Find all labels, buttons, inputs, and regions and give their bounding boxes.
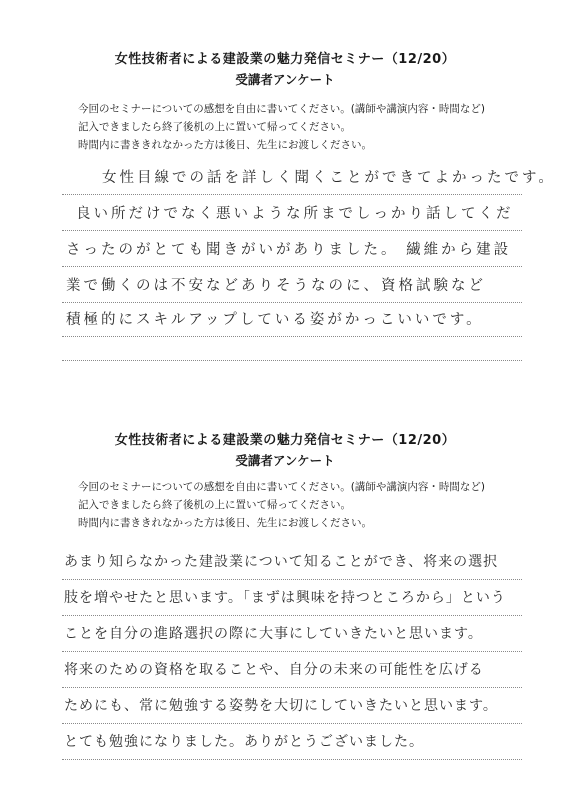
ruled-line [62,723,522,724]
handwritten-line: あまり知らなかった建設業について知ることができ、将来の選択 [64,554,499,570]
handwritten-line: 良い所だけでなく悪いような所までしっかり話してくだ [76,206,514,222]
form-subtitle: 受講者アンケート [235,72,335,87]
handwritten-line: 業で働くのは不安などありそうなのに、資格試験など [66,278,486,294]
handwritten-line: ためにも、常に勉強する姿勢を大切にしていきたいと思います。 [64,698,498,714]
instruction-line: 今回のセミナーについての感想を自由に書いてください。(講師や講演内容・時間など) [78,481,485,493]
form-subtitle: 受講者アンケート [235,453,335,468]
ruled-line [62,687,522,688]
handwritten-line: さったのがとても聞きがいがありました。 繊維から建設 [66,242,512,258]
ruled-line [62,759,522,760]
form-title: 女性技術者による建設業の魅力発信セミナー（12/20） [114,433,456,448]
handwritten-line: ことを自分の進路選択の際に大事にしていきたいと思います。 [64,626,483,642]
ruled-line [62,651,522,652]
ruled-line [62,360,522,361]
ruled-line [62,579,522,580]
instruction-line: 今回のセミナーについての感想を自由に書いてください。(講師や講演内容・時間など) [78,103,485,115]
ruled-line [62,302,522,303]
survey-form-bottom [0,403,570,806]
handwritten-line: とても勉強になりました。ありがとうございました。 [64,734,424,750]
handwritten-line: 将来のための資格を取ることや、自分の未来の可能性を広げる [64,662,484,678]
ruled-line [62,615,522,616]
ruled-line [62,194,522,195]
instruction-line: 時間内に書ききれなかった方は後日、先生にお渡しください。 [78,517,372,529]
answer-area [62,543,522,783]
handwritten-line: 積極的にスキルアップしている姿がかっこいいです。 [66,312,484,328]
handwritten-line: 肢を増やせたと思います。「まずは興味を持つところから」という [64,590,506,606]
answer-area [62,160,556,370]
ruled-line [62,266,522,267]
form-title: 女性技術者による建設業の魅力発信セミナー（12/20） [114,52,456,67]
ruled-line [62,230,522,231]
ruled-line [62,336,522,337]
instruction-line: 記入できましたら終了後机の上に置いて帰ってください。 [78,121,351,133]
instruction-line: 時間内に書ききれなかった方は後日、先生にお渡しください。 [78,139,372,151]
handwritten-line: 女性目線での話を詳しく聞くことができてよかったです。 [102,170,556,186]
instruction-line: 記入できましたら終了後机の上に置いて帰ってください。 [78,499,351,511]
